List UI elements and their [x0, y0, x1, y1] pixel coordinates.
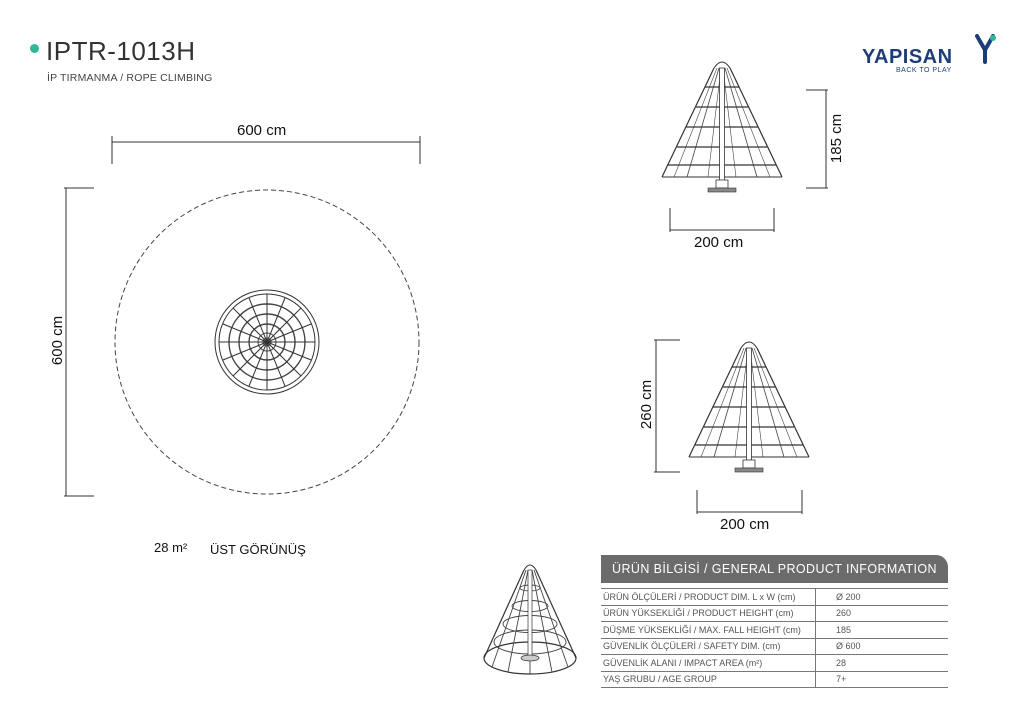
row-label: GÜVENLİK ALANI / IMPACT AREA (m²): [601, 655, 816, 672]
row-value: 260: [816, 605, 949, 622]
product-subtitle: İP TIRMANMA / ROPE CLIMBING: [47, 72, 213, 84]
side-view-2-width-label: 200 cm: [720, 516, 770, 533]
table-row: [601, 622, 948, 639]
perspective-view: [484, 565, 576, 674]
row-value: 28: [816, 655, 949, 672]
side-view-1: [662, 62, 782, 192]
row-label: ÜRÜN ÖLÇÜLERİ / PRODUCT DIM. L x W (cm): [601, 589, 816, 606]
product-info-table: [601, 588, 948, 688]
top-view-caption: ÜST GÖRÜNÜŞ: [210, 542, 306, 557]
row-label: DÜŞME YÜKSEKLİĞİ / MAX. FALL HEIGHT (cm): [601, 622, 816, 639]
logo-tagline: BACK TO PLAY: [896, 67, 952, 74]
top-view-width-dim: [112, 136, 420, 164]
row-label: ÜRÜN YÜKSEKLİĞİ / PRODUCT HEIGHT (cm): [601, 605, 816, 622]
side-view-2-height-dim: [654, 340, 680, 472]
side-view-2: [689, 342, 809, 472]
row-value: Ø 600: [816, 638, 949, 655]
row-value: 7+: [816, 671, 949, 688]
side-view-1-height-label: 185 cm: [828, 113, 846, 164]
table-row: [601, 655, 948, 672]
row-value: Ø 200: [816, 589, 949, 606]
side-view-1-height-dim: [806, 90, 828, 188]
product-info-panel: [601, 555, 948, 688]
table-row: [601, 589, 948, 606]
top-view-width-label: 600 cm: [237, 122, 287, 139]
side-view-2-height-label: 260 cm: [638, 379, 656, 430]
table-row: [601, 671, 948, 688]
cone-top-view: [215, 290, 319, 394]
row-label: GÜVENLİK ÖLÇÜLERİ / SAFETY DIM. (cm): [601, 638, 816, 655]
row-label: YAŞ GRUBU / AGE GROUP: [601, 671, 816, 688]
top-view-height-label: 600 cm: [49, 315, 67, 366]
product-code: IPTR-1013H: [46, 36, 196, 66]
row-value: 185: [816, 622, 949, 639]
product-info-header: ÜRÜN BİLGİSİ / GENERAL PRODUCT INFORMATION: [601, 555, 948, 583]
side-view-2-width-dim: [697, 490, 802, 514]
side-view-1-width-label: 200 cm: [694, 234, 744, 251]
table-row: [601, 638, 948, 655]
top-view-height-dim: [64, 188, 94, 496]
table-row: [601, 605, 948, 622]
impact-area-label: 28 m²: [154, 540, 188, 555]
logo-name: YAPISAN: [862, 46, 953, 68]
side-view-1-width-dim: [670, 208, 774, 232]
